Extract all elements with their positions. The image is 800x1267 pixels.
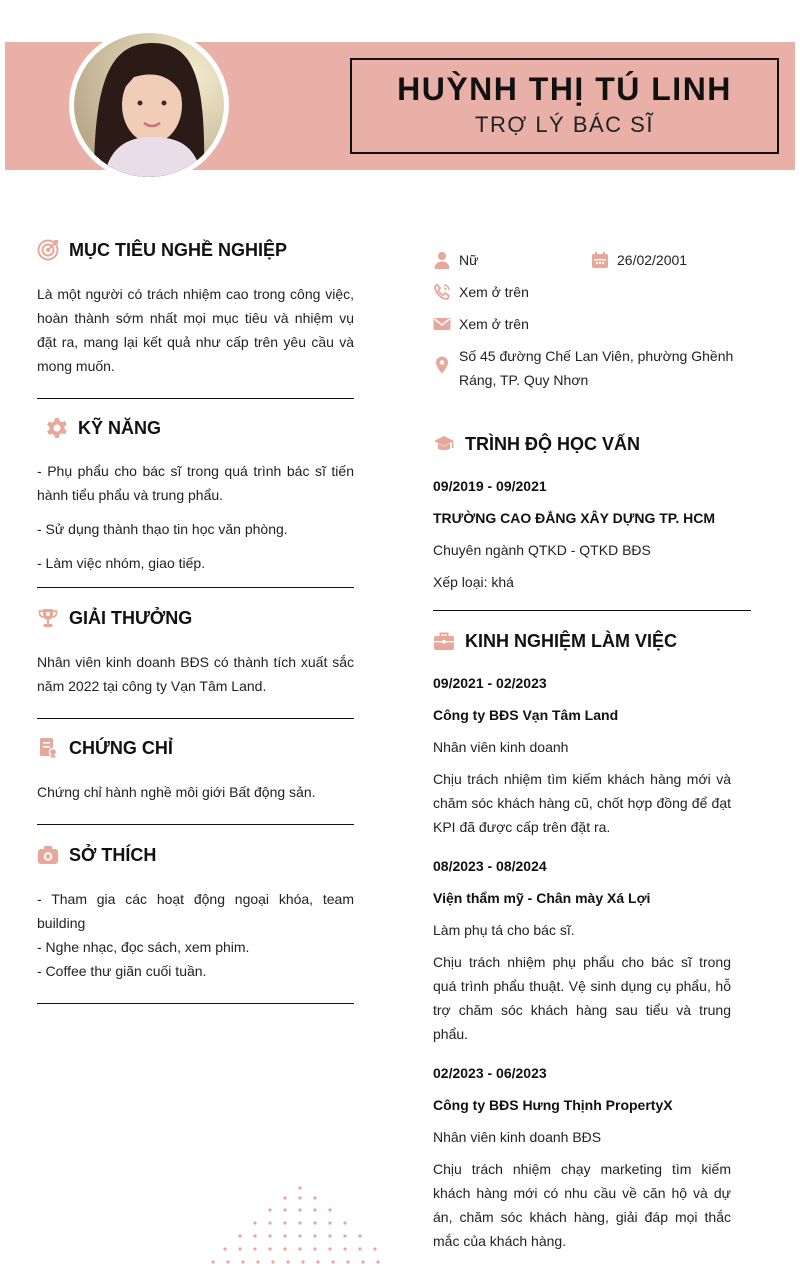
name-box (350, 58, 779, 154)
target-icon (37, 239, 59, 261)
birthday-value: 26/02/2001 (617, 252, 688, 268)
full-name: HUỲNH THỊ TÚ LINH (397, 71, 732, 107)
camera-icon (37, 844, 59, 866)
skill-item: - Làm việc nhóm, giao tiếp. (37, 555, 206, 571)
objective-text: Là một người có trách nhiệm cao trong công việc, hoàn thành sớm nhất mọi mục tiêu và nhiệm vụ đặt ra, mang lại kết quả như cấp trên yêu cầu và mong muốn. (37, 286, 354, 374)
phone-icon (433, 283, 451, 301)
section-title: KỸ NĂNG (78, 417, 162, 438)
awards-section (37, 588, 354, 719)
job-description: Chịu trách nhiệm phụ phẩu cho bác sĩ trong quá trình phẩu thuật. Vệ sinh dụng cụ phẩu, hỗ trợ chăm sóc khách hàng sau tiểu và trung phẩu. (433, 954, 731, 1042)
education-header (433, 430, 751, 458)
job-period: 08/2023 - 08/2024 (433, 858, 547, 874)
job-position: Làm phụ tá cho bác sĩ. (433, 922, 575, 938)
briefcase-icon (433, 630, 455, 652)
location-pin-icon (433, 356, 451, 374)
birthday-row (591, 248, 687, 272)
person-icon (433, 251, 451, 269)
job-entry (433, 671, 751, 839)
education-grade: Xếp loại: khá (433, 574, 514, 590)
phone-value: Xem ở trên (459, 284, 529, 300)
hobbies-header (37, 841, 354, 869)
gear-icon (46, 417, 68, 439)
objective-section (37, 236, 354, 399)
right-column (433, 248, 751, 1267)
award-text: Nhân viên kinh doanh BĐS có thành tích xuất sắc năm 2022 tại công ty Vạn Tâm Land. (37, 654, 354, 694)
skills-header (37, 414, 354, 442)
job-entry (433, 1061, 751, 1253)
job-company: Viện thẩm mỹ - Chân mày Xá Lợi (433, 890, 651, 906)
experience-header (433, 627, 751, 655)
certificates-header (37, 734, 354, 762)
education-major: Chuyên ngành QTKD - QTKD BĐS (433, 542, 651, 558)
job-description: Chịu trách nhiệm chạy marketing tìm kiếm khách hàng mới có nhu cầu về căn hộ và dự án, chăm sóc khách hàng, giải đáp mọi thắc mắc của khách hàng. (433, 1161, 731, 1249)
address-row (433, 344, 751, 392)
gender-value: Nữ (459, 252, 479, 268)
skill-item: - Sử dụng thành thạo tin học văn phòng. (37, 521, 288, 537)
graduation-cap-icon (433, 433, 455, 455)
objective-header (37, 236, 354, 264)
email-row (433, 312, 751, 336)
avatar (69, 28, 229, 182)
job-period: 02/2023 - 06/2023 (433, 1065, 547, 1081)
contact-info (433, 248, 751, 392)
hobbies-section (37, 825, 354, 1004)
phone-row (433, 280, 751, 304)
experience-section (433, 611, 751, 1267)
awards-header (37, 604, 354, 632)
certificate-text: Chứng chỉ hành nghề môi giới Bất động sản. (37, 784, 316, 800)
education-period: 09/2019 - 09/2021 (433, 478, 547, 494)
section-title: MỤC TIÊU NGHỀ NGHIỆP (69, 239, 288, 260)
calendar-icon (591, 251, 609, 269)
address-value: Số 45 đường Chế Lan Viên, phường Ghềnh Ráng, TP. Quy Nhơn (459, 348, 734, 388)
profile-photo (74, 33, 224, 177)
education-section (433, 430, 751, 611)
job-position: Nhân viên kinh doanh BĐS (433, 1129, 602, 1145)
school-name: TRƯỜNG CAO ĐẲNG XÂY DỰNG TP. HCM (433, 510, 716, 526)
skills-section (37, 399, 354, 588)
left-column (37, 236, 354, 1004)
job-position: Nhân viên kinh doanh (433, 739, 569, 755)
trophy-icon (37, 607, 59, 629)
email-icon (433, 315, 451, 333)
email-value: Xem ở trên (459, 316, 529, 332)
section-title: SỞ THÍCH (69, 844, 157, 865)
certificates-section (37, 719, 354, 825)
job-description: Chịu trách nhiệm tìm kiếm khách hàng mới và chăm sóc khách hàng cũ, chốt hợp đồng để đạt KPI đã được cấp trên đặt ra. (433, 771, 731, 835)
job-period: 09/2021 - 02/2023 (433, 675, 547, 691)
job-company: Công ty BĐS Vạn Tâm Land (433, 707, 619, 723)
job-entry (433, 854, 751, 1046)
section-title: TRÌNH ĐỘ HỌC VẤN (465, 433, 640, 454)
skill-item: - Phụ phẩu cho bác sĩ trong quá trình bác sĩ tiến hành tiểu phẩu và trung phẩu. (37, 463, 354, 503)
hobby-item: - Coffee thư giãn cuối tuần. (37, 963, 207, 979)
job-company: Công ty BĐS Hưng Thịnh PropertyX (433, 1097, 673, 1113)
section-title: CHỨNG CHỈ (69, 737, 173, 758)
certificate-icon (37, 737, 59, 759)
section-title: GIẢI THƯỞNG (69, 607, 193, 628)
job-title: TRỢ LÝ BÁC SĨ (475, 112, 654, 137)
hobby-item: - Tham gia các hoạt động ngoại khóa, team building (37, 891, 354, 931)
hobby-item: - Nghe nhạc, đọc sách, xem phim. (37, 939, 250, 955)
decorative-dots (205, 1182, 395, 1267)
gender-row (433, 248, 591, 272)
section-title: KINH NGHIỆM LÀM VIỆC (465, 630, 678, 651)
